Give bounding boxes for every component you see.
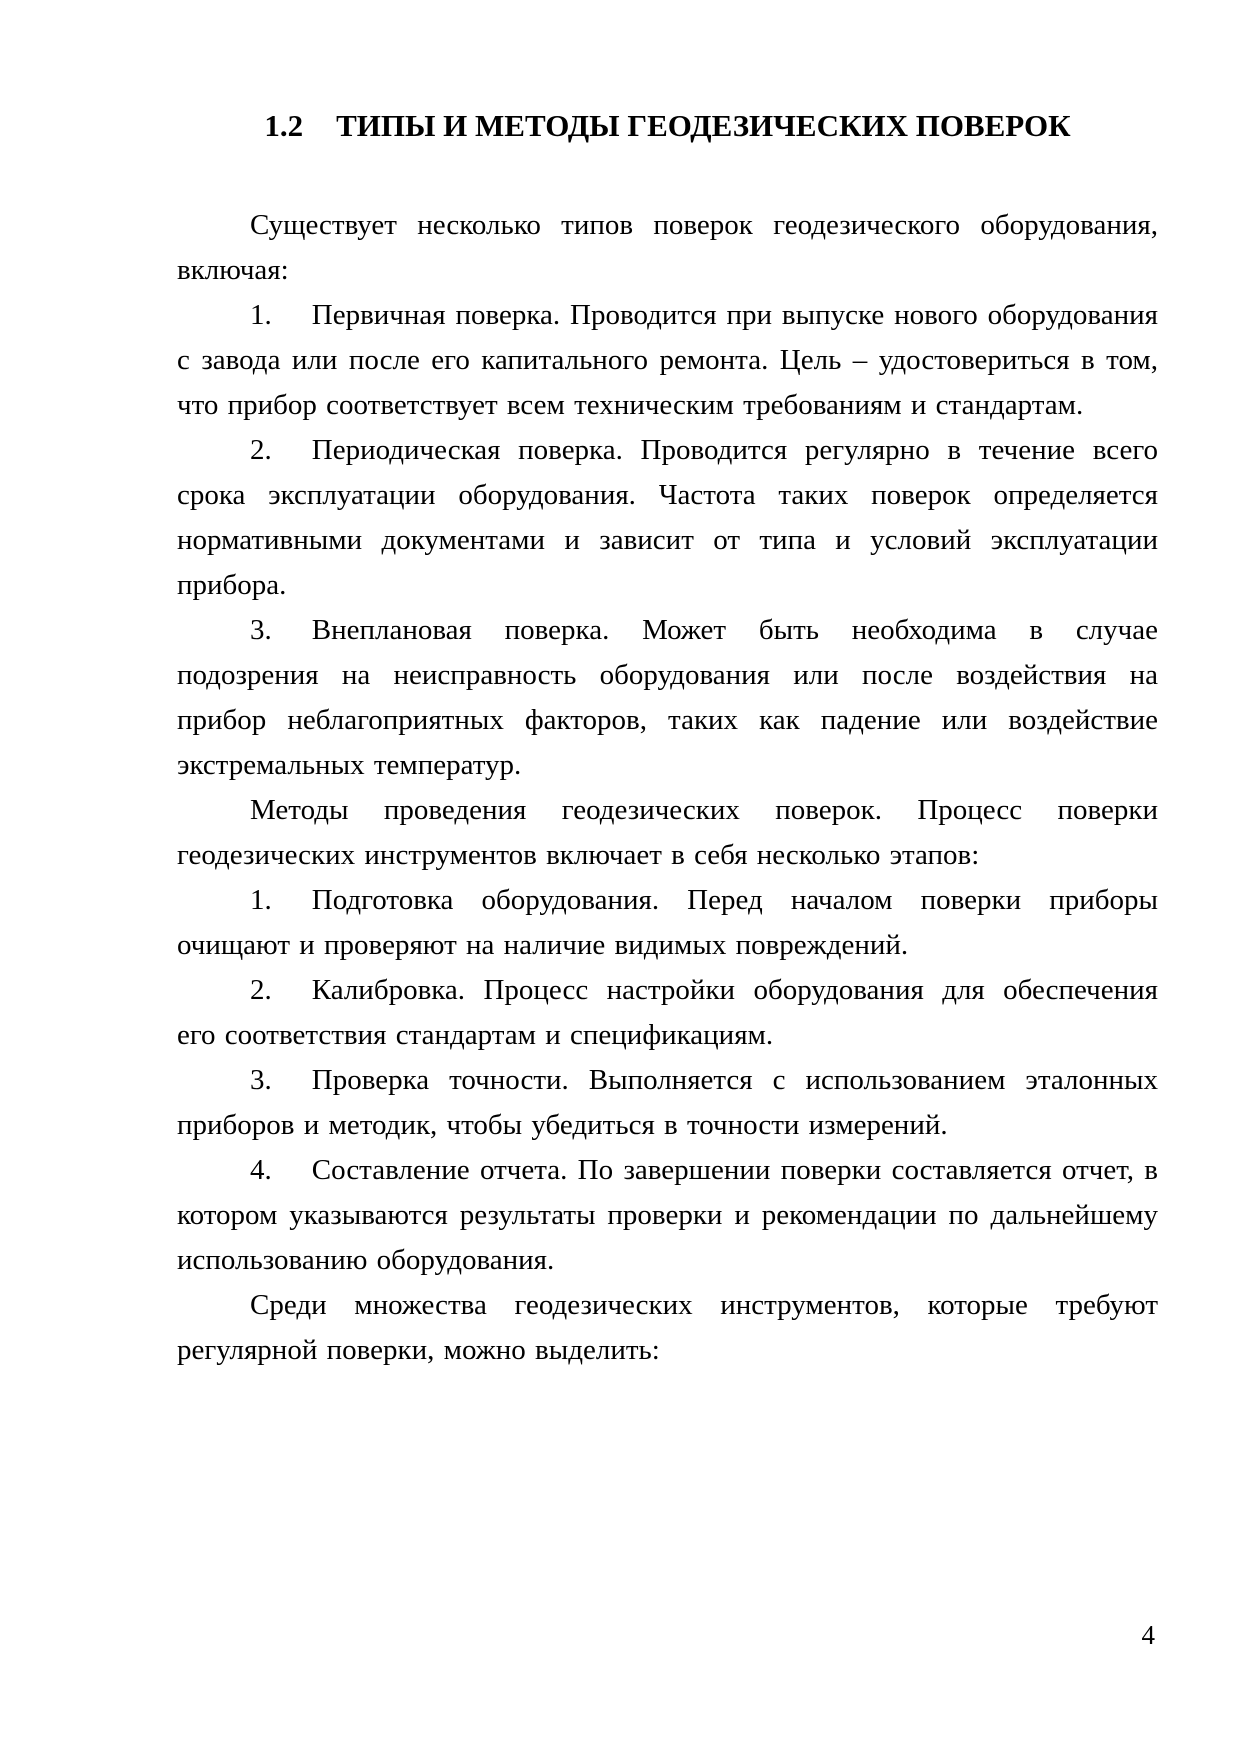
list-item-text: Внеплановая поверка. Может быть необходима в случае подозрения на неисправность оборудования или после воздействия на прибор неблагоприятных факторов, таких как падение или воздействие экстремальных температур. [177,614,1158,781]
list-item-number: 4. [250,1154,272,1186]
paragraph-methods-intro [177,788,1158,878]
list-item-unscheduled-verification [177,608,1158,788]
page-number: 4 [1141,1620,1155,1650]
list-item-number: 1. [250,884,272,916]
list-item-number: 3. [250,1064,272,1096]
section-title: ТИПЫ И МЕТОДЫ ГЕОДЕЗИЧЕСКИХ ПОВЕРОК [336,108,1071,143]
list-item-text: Калибровка. Процесс настройки оборудования для обеспечения его соответствия стандартам и спецификациям. [177,974,1158,1051]
list-item-accuracy-check [177,1058,1158,1148]
paragraph-text: Существует несколько типов поверок геодезического оборудования, включая: [177,209,1158,286]
list-item-text: Подготовка оборудования. Перед началом поверки приборы очищают и проверяют на наличие видимых повреждений. [177,884,1158,961]
list-item-equipment-preparation [177,878,1158,968]
section-number: 1.2 [264,108,304,143]
paragraph-intro-types [177,203,1158,293]
list-item-primary-verification [177,293,1158,428]
section-heading [177,103,1158,148]
list-item-number: 3. [250,614,272,646]
page-content [177,103,1158,1373]
list-item-text: Составление отчета. По завершении поверки составляется отчет, в котором указываются результаты проверки и рекомендации по дальнейшему использованию оборудования. [177,1154,1158,1276]
paragraph-instruments-intro [177,1283,1158,1373]
list-item-number: 2. [250,974,272,1006]
list-item-text: Первичная поверка. Проводится при выпуске нового оборудования с завода или после его капитального ремонта. Цель – удостовериться в том, что прибор соответствует всем техническим требованиям и стандартам. [177,299,1158,421]
list-item-report-compilation [177,1148,1158,1283]
list-item-calibration [177,968,1158,1058]
list-item-text: Проверка точности. Выполняется с использованием эталонных приборов и методик, чтобы убедиться в точности измерений. [177,1064,1158,1141]
paragraph-text: Среди множества геодезических инструментов, которые требуют регулярной поверки, можно выделить: [177,1289,1158,1366]
list-item-text: Периодическая поверка. Проводится регулярно в течение всего срока эксплуатации оборудования. Частота таких поверок определяется нормативными документами и зависит от типа и условий эксплуатации прибора. [177,434,1158,601]
list-item-number: 1. [250,299,272,331]
list-item-periodic-verification [177,428,1158,608]
list-item-number: 2. [250,434,272,466]
paragraph-text: Методы проведения геодезических поверок. Процесс поверки геодезических инструментов включает в себя несколько этапов: [177,794,1158,871]
